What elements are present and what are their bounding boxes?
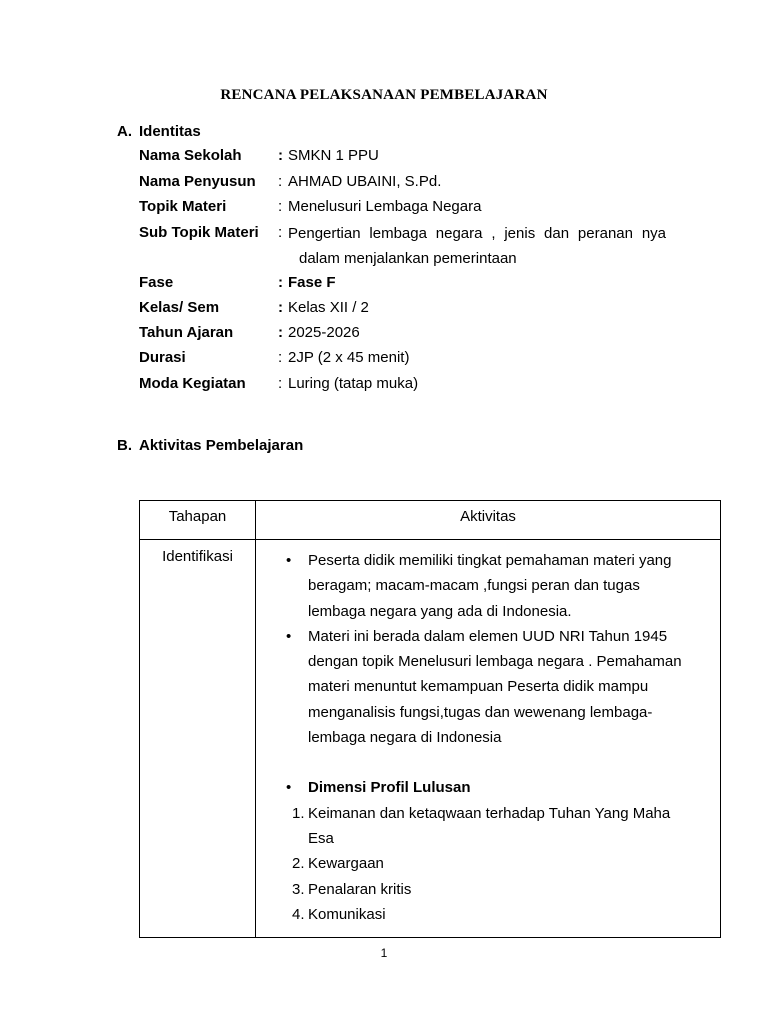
identity-label: Kelas/ Sem: [139, 299, 220, 316]
list-line: dengan topik Menelusuri lembaga negara . Pemahaman: [308, 653, 682, 671]
list-number: 3.: [292, 880, 305, 898]
list-number: 1.: [292, 804, 305, 822]
identity-value: Fase F: [288, 274, 336, 291]
identity-value: SMKN 1 PPU: [288, 147, 379, 164]
identity-value: Luring (tatap muka): [288, 375, 419, 392]
identity-label: Durasi: [139, 349, 186, 366]
list-item: [286, 775, 712, 927]
list-line: Peserta didik memiliki tingkat pemahaman materi yang: [308, 552, 672, 569]
list-item: [286, 902, 712, 927]
section-a-letter: A.: [117, 123, 132, 140]
list-item: [286, 801, 712, 852]
page-number: 1: [380, 946, 388, 960]
identity-value: 2025-2026: [288, 324, 360, 341]
list-line: Keimanan dan ketaqwaan terhadap Tuhan Yang Maha: [308, 804, 671, 822]
identity-value: Menelusuri Lembaga Negara: [288, 198, 482, 215]
identity-colon: :: [278, 147, 283, 164]
identity-label: Topik Materi: [139, 198, 227, 215]
section-b-heading: [117, 437, 303, 454]
identity-value: 2JP (2 x 45 menit): [288, 349, 410, 366]
identity-colon: :: [278, 274, 283, 291]
identity-label: Nama Penyusun: [139, 173, 256, 190]
list-line: Penalaran kritis: [308, 880, 412, 898]
list-item: [286, 548, 712, 624]
list-line: materi menuntut kemampuan Peserta didik mampu: [308, 678, 649, 696]
identity-colon: :: [278, 375, 283, 392]
list-line: beragam; macam-macam ,fungsi peran dan tugas: [308, 577, 640, 595]
document-title: RENCANA PELAKSANAAN PEMBELAJARAN: [220, 87, 548, 103]
list-number: 4.: [292, 905, 305, 923]
list-item: [286, 877, 712, 902]
table-header-stage: Tahapan: [140, 501, 256, 540]
identity-colon: :: [278, 324, 283, 341]
profile-bullet-list: [286, 775, 712, 927]
identity-colon: :: [278, 198, 283, 215]
list-line: lembaga negara yang ada di Indonesia.: [308, 602, 572, 620]
bullet-icon: •: [286, 779, 292, 797]
table-cell-activity: [256, 540, 721, 938]
identity-colon: :: [278, 224, 283, 241]
subtopic-line: dalam menjalankan pemerintaan: [299, 250, 517, 267]
table-cell-stage: Identifikasi: [140, 540, 256, 938]
activity-table: [139, 500, 721, 938]
identity-value: Kelas XII / 2: [288, 299, 369, 316]
identity-colon: :: [278, 173, 283, 190]
identity-label: Moda Kegiatan: [139, 375, 246, 392]
section-b-letter: B.: [117, 437, 132, 454]
list-item: [286, 624, 712, 750]
section-b-title: Aktivitas Pembelajaran: [139, 437, 304, 454]
paragraph-spacer: [286, 750, 712, 775]
section-a-heading: [117, 123, 201, 140]
bullet-icon: •: [286, 627, 292, 645]
identity-value-subtopic: [288, 221, 666, 271]
list-line: menganalisis fungsi,tugas dan wewenang lembaga-: [308, 703, 653, 721]
list-line: Esa: [308, 829, 334, 847]
activity-bullet-list: [286, 548, 712, 750]
list-line: Materi ini berada dalam elemen UUD NRI Tahun 1945: [308, 627, 668, 645]
identity-value: AHMAD UBAINI, S.Pd.: [288, 173, 442, 190]
identity-label: Tahun Ajaran: [139, 324, 234, 341]
table-row: [140, 540, 721, 938]
list-line: lembaga negara di Indonesia: [308, 729, 502, 747]
profile-numbered-list: [286, 801, 712, 927]
bullet-icon: •: [286, 552, 292, 569]
identity-colon: :: [278, 299, 283, 316]
identity-colon: :: [278, 349, 283, 366]
identity-label: Fase: [139, 274, 174, 291]
section-a-title: Identitas: [139, 123, 201, 140]
subtopic-line: Pengertian lembaga negara , jenis dan peranan nya: [288, 225, 666, 242]
list-item: [286, 851, 712, 876]
list-number: 2.: [292, 855, 305, 873]
profile-heading: Dimensi Profil Lulusan: [308, 779, 471, 797]
identity-label: Nama Sekolah: [139, 147, 242, 164]
table-header-activity: Aktivitas: [256, 501, 721, 540]
table-header-row: [140, 501, 721, 540]
list-line: Komunikasi: [308, 905, 386, 923]
identity-label: Sub Topik Materi: [139, 224, 259, 241]
list-line: Kewargaan: [308, 855, 384, 873]
